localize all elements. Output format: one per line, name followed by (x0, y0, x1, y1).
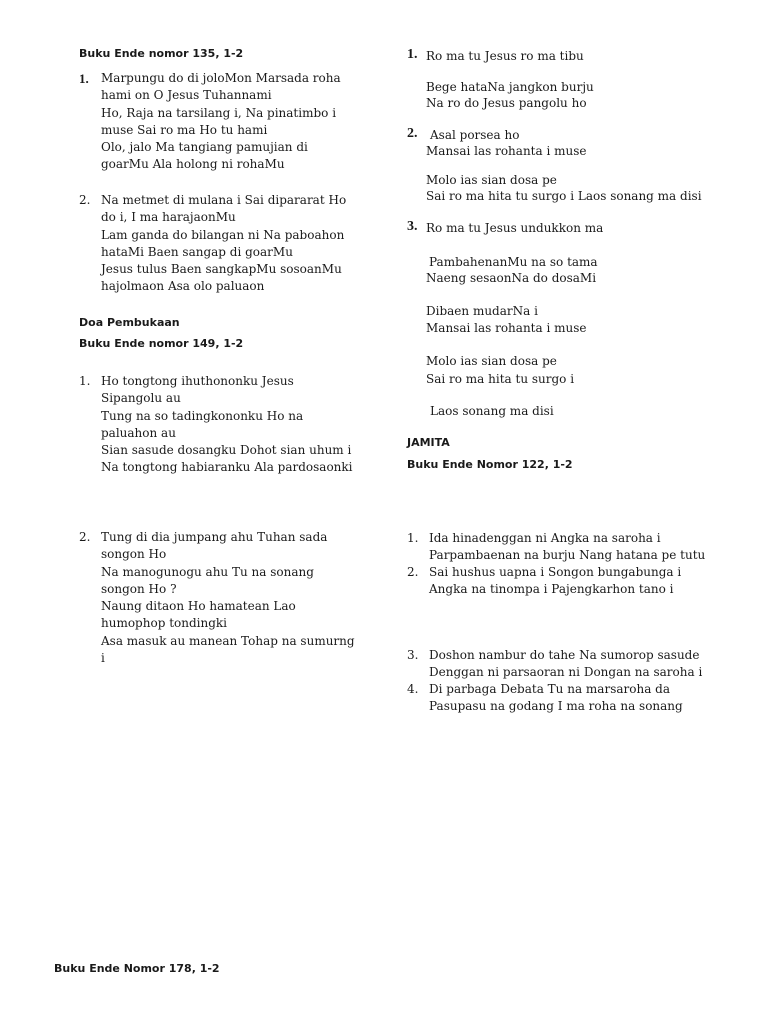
verse-number: 2. (79, 530, 91, 544)
verse-line: Mansai las rohanta i muse (426, 321, 587, 335)
verse-line: Mansai las rohanta i muse (426, 144, 587, 158)
verse-number: 1. (79, 374, 91, 388)
hymn-149-verse-2 (79, 529, 379, 667)
verse-line: Ho, Raja na tarsilang i, Na pinatimbo i (101, 105, 337, 120)
verse-line: Ro ma tu Jesus undukkon ma (426, 221, 604, 235)
verse-line: do i, I ma harajaonMu (101, 210, 236, 225)
verse-line: Tung di dia jumpang ahu Tuhan sada (101, 530, 328, 544)
verse-line: humophop tondingki (101, 616, 228, 631)
verse-number: 2. (407, 126, 418, 141)
verse-line: Na metmet di mulana i Sai dipararat Ho (101, 193, 347, 207)
verse-line: songon Ho ? (101, 581, 177, 596)
verse-line: Ida hinadenggan ni Angka na saroha i (429, 531, 661, 545)
verse-line: Denggan ni parsaoran ni Dongan na saroha i (429, 665, 703, 680)
verse-line: Pasupasu na godang I ma roha na sonang (429, 699, 683, 714)
verse-line: PambahenanMu na so tama (429, 255, 598, 269)
verse-line: Laos sonang ma disi (430, 404, 554, 418)
verse-line: Molo ias sian dosa pe (426, 354, 557, 368)
hymn-122-verse-3 (407, 647, 727, 682)
verse-line: Parpambaenan na burju Nang hatana pe tutu (429, 548, 706, 563)
verse-number: 1. (407, 531, 419, 545)
verse-line: Olo, jalo Ma tangiang pamujian di (101, 140, 308, 155)
verse-line: Sai hushus uapna i Songon bungabunga i (429, 565, 682, 579)
verse-line: Na tongtong habiaranku Ala pardosaonki (101, 460, 353, 475)
hymn-149-heading: Buku Ende nomor 149, 1-2 (79, 337, 244, 350)
hymn-135-verse-1 (79, 70, 379, 174)
hymn-122-verse-1 (407, 530, 727, 565)
verse-number: 1. (79, 71, 89, 86)
verse-line: Naeng sesaonNa do dosaMi (426, 271, 597, 285)
verse-line: Asal porsea ho (430, 128, 520, 142)
verse-line: paluahon au (101, 425, 176, 440)
verse-line: Doshon nambur do tahe Na sumorop sasude (429, 648, 700, 662)
verse-line: Di parbaga Debata Tu na marsaroha da (429, 682, 671, 696)
verse-number: 3. (407, 648, 419, 662)
verse-line: Ho tongtong ihuthononku Jesus (101, 374, 294, 388)
verse-line: songon Ho (101, 547, 167, 562)
verse-line: Marpungu do di joloMon Marsada roha (101, 71, 341, 85)
verse-line: goarMu Ala holong ni rohaMu (101, 157, 285, 172)
verse-line: Angka na tinompa i Pajengkarhon tano i (429, 582, 674, 597)
verse-line: Tung na so tadingkononku Ho na (101, 408, 304, 423)
footer-hymn-178-heading: Buku Ende Nomor 178, 1-2 (54, 962, 220, 975)
verse-line: Bege hataNa jangkon burju (426, 80, 594, 94)
verse-line: i (101, 651, 105, 666)
verse-number: 2. (407, 565, 419, 579)
verse-line: Sai ro ma hita tu surgo i (426, 372, 575, 386)
hymn-149-verse-1 (79, 373, 379, 477)
hymn-135-heading: Buku Ende nomor 135, 1-2 (79, 47, 244, 60)
verse-line: Jesus tulus Baen sangkapMu sosoanMu (101, 262, 342, 277)
verse-line: Naung ditaon Ho hamatean Lao (101, 599, 296, 614)
verse-line: Ro ma tu Jesus ro ma tibu (426, 49, 584, 63)
verse-line: Sian sasude dosangku Dohot sian uhum i (101, 443, 352, 458)
verse-line: hajolmaon Asa olo paluaon (101, 279, 265, 294)
verse-number: 3. (407, 219, 418, 234)
section-heading-doa: Doa Pembukaan (79, 316, 180, 329)
section-heading-jamita: JAMITA (407, 436, 450, 449)
verse-number: 1. (407, 47, 418, 62)
verse-line: Lam ganda do bilangan ni Na paboahon (101, 227, 345, 242)
hymn-122-verse-2 (407, 564, 727, 599)
verse-line: Molo ias sian dosa pe (426, 173, 557, 187)
verse-line: Sipangolu au (101, 391, 181, 406)
verse-number: 2. (79, 193, 91, 207)
verse-line: Dibaen mudarNa i (426, 304, 538, 318)
verse-line: hami on O Jesus Tuhannami (101, 88, 272, 103)
verse-line: hataMi Baen sangap di goarMu (101, 244, 293, 259)
hymn-122-heading: Buku Ende Nomor 122, 1-2 (407, 458, 573, 471)
verse-line: Na ro do Jesus pangolu ho (426, 96, 587, 110)
verse-line: Sai ro ma hita tu surgo i Laos sonang ma disi (426, 189, 702, 203)
hymn-135-verse-2 (79, 192, 379, 296)
hymn-122-verse-4 (407, 681, 727, 716)
verse-line: Asa masuk au manean Tohap na sumurng (101, 633, 355, 648)
verse-line: Na manogunogu ahu Tu na sonang (101, 564, 314, 579)
verse-number: 4. (407, 682, 419, 696)
verse-line: muse Sai ro ma Ho tu hami (101, 122, 268, 137)
